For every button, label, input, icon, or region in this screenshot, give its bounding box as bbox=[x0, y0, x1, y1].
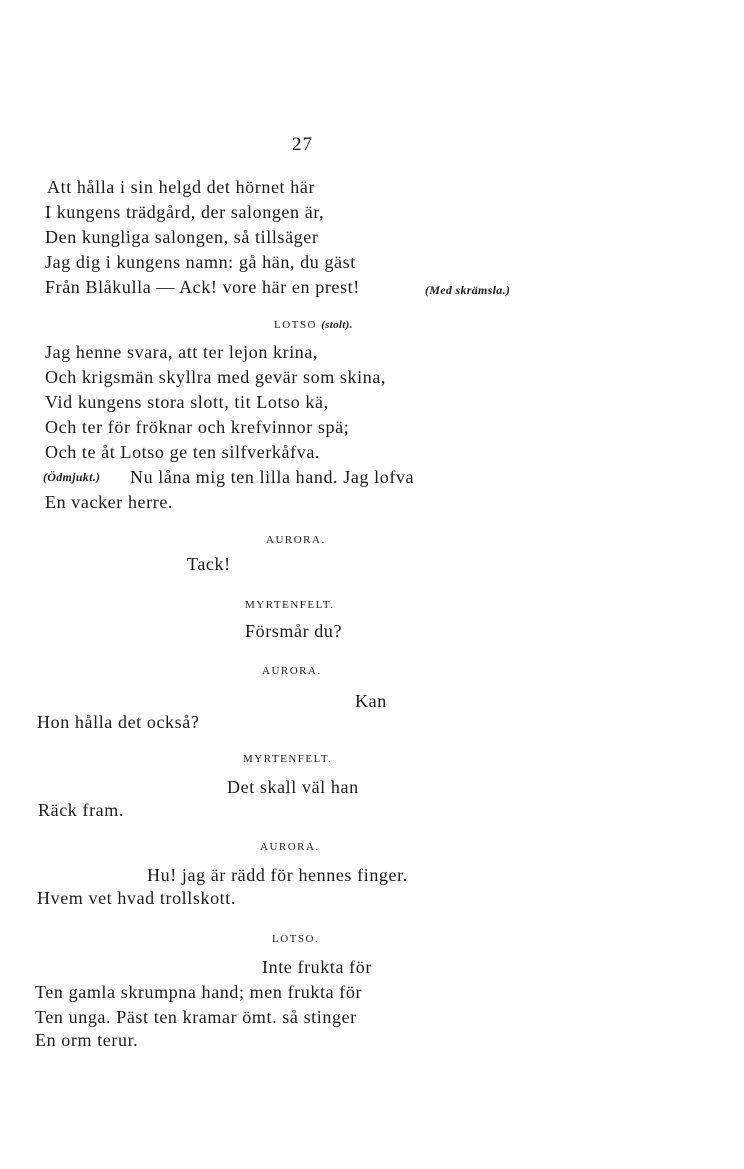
verse-line: Tack! bbox=[187, 554, 231, 574]
speaker-name: MYRTENFELT. bbox=[243, 753, 333, 765]
stage-direction: (Ödmjukt.) bbox=[43, 470, 101, 484]
speaker-name: LOTSO. bbox=[272, 933, 320, 945]
verse-line: Det skall väl han bbox=[227, 777, 359, 797]
verse-line: Den kungliga salongen, så tillsäger bbox=[45, 227, 319, 247]
verse-line: Att hålla i sin helgd det hörnet här bbox=[47, 177, 316, 197]
verse-line: Vid kungens stora slott, tit Lotso kä, bbox=[45, 392, 329, 412]
speaker-name: AURORA. bbox=[260, 841, 320, 853]
speaker-name: AURORA. bbox=[266, 534, 326, 546]
stage-direction: (Med skrämsla.) bbox=[425, 283, 511, 297]
verse-line: Hvem vet hvad trollskott. bbox=[37, 888, 236, 908]
speaker-name: AURORA. bbox=[262, 665, 322, 677]
speaker-name bbox=[274, 320, 353, 331]
verse-line: Och ter för fröknar och krefvinnor spä; bbox=[45, 417, 350, 437]
verse-line: Nu låna mig ten lilla hand. Jag lofva bbox=[130, 467, 415, 487]
verse-line: Hon hålla det också? bbox=[37, 712, 200, 732]
verse-line: I kungens trädgård, der salongen är, bbox=[45, 202, 325, 222]
speaker-name: MYRTENFELT. bbox=[245, 599, 335, 611]
verse-line: Hu! jag är rädd för hennes finger. bbox=[147, 865, 408, 885]
verse-line: Jag dig i kungens namn: gå hän, du gäst bbox=[45, 252, 356, 272]
verse-line: Räck fram. bbox=[38, 800, 124, 820]
verse-line: Försmår du? bbox=[245, 621, 343, 641]
verse-line: Inte frukta för bbox=[262, 957, 372, 977]
verse-line: Ten gamla skrumpna hand; men frukta för bbox=[35, 982, 363, 1002]
stage-direction: (stolt). bbox=[321, 319, 353, 331]
verse-line: Och krigsmän skyllra med gevär som skina, bbox=[45, 367, 387, 387]
page-number: 27 bbox=[292, 134, 313, 155]
speaker-name-text: LOTSO bbox=[274, 319, 317, 331]
verse-line: En vacker herre. bbox=[45, 492, 174, 512]
verse-line: Ten unga. Päst ten kramar ömt. så stinger bbox=[35, 1007, 357, 1027]
verse-line: Och te åt Lotso ge ten silfverkåfva. bbox=[45, 442, 321, 462]
verse-line: Kan bbox=[355, 691, 387, 711]
verse-line: En orm terur. bbox=[35, 1030, 139, 1050]
verse-line: Jag henne svara, att ter lejon krina, bbox=[45, 342, 319, 362]
verse-line: Från Blåkulla — Ack! vore här en prest! bbox=[45, 277, 360, 297]
